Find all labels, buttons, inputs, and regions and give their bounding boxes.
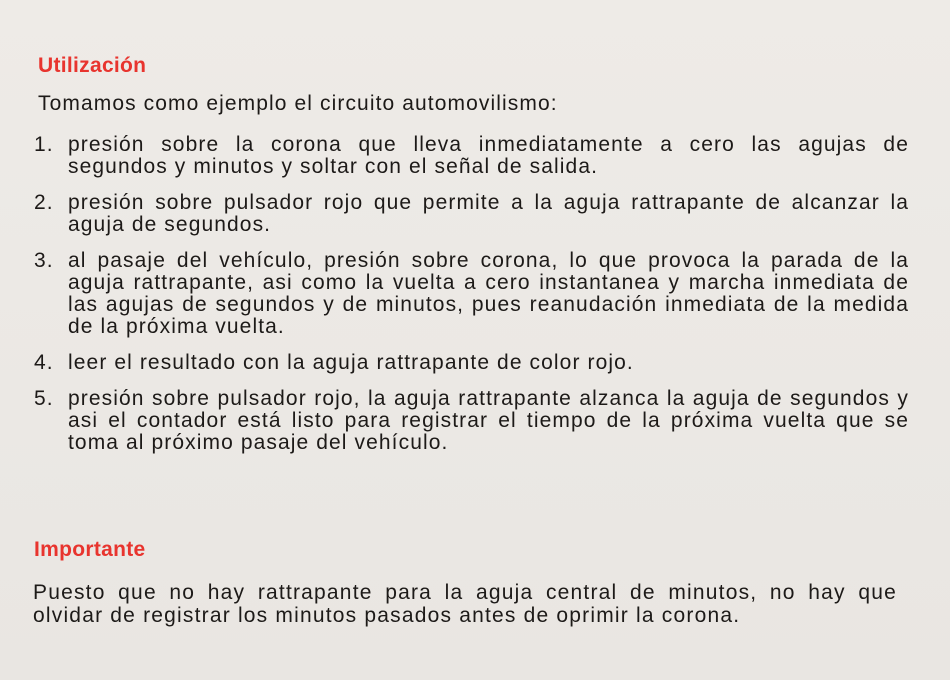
step-item bbox=[34, 352, 909, 374]
step-number: 2. bbox=[34, 191, 54, 214]
important-note-text: Puesto que no hay rattrapante para la aguja central de minutos, no hay que olvidar de registrar los minutos pasados antes de oprimir la corona. bbox=[33, 581, 897, 627]
step-item bbox=[34, 134, 909, 178]
step-number: 4. bbox=[34, 351, 54, 374]
step-item bbox=[34, 192, 909, 236]
steps-list bbox=[34, 134, 909, 468]
step-item bbox=[34, 388, 909, 454]
step-text: al pasaje del vehículo, presión sobre corona, lo que provoca la parada de la aguja rattrapante, asi como la vuelta a cero instantanea y marcha inmediata de las agujas de segundos y de minutos, pues reanudación inmediata de la medida de la próxima vuelta. bbox=[68, 249, 909, 338]
intro-text: Tomamos como ejemplo el circuito automovilismo: bbox=[38, 92, 558, 115]
step-text: leer el resultado con la aguja rattrapante de color rojo. bbox=[68, 351, 634, 374]
step-number: 3. bbox=[34, 249, 54, 272]
heading-importante: Importante bbox=[34, 538, 146, 561]
step-number: 5. bbox=[34, 387, 54, 410]
heading-utilizacion: Utilización bbox=[38, 54, 147, 77]
step-text: presión sobre pulsador rojo, la aguja rattrapante alzanca la aguja de segundos y asi el contador está listo para registrar el tiempo de la próxima vuelta que se toma al próximo pasaje del vehículo. bbox=[68, 387, 909, 454]
step-text: presión sobre la corona que lleva inmediatamente a cero las agujas de segundos y minutos y soltar con el señal de salida. bbox=[68, 133, 909, 178]
step-item bbox=[34, 250, 909, 338]
step-number: 1. bbox=[34, 133, 54, 156]
step-text: presión sobre pulsador rojo que permite a la aguja rattrapante de alcanzar la aguja de segundos. bbox=[68, 191, 909, 236]
